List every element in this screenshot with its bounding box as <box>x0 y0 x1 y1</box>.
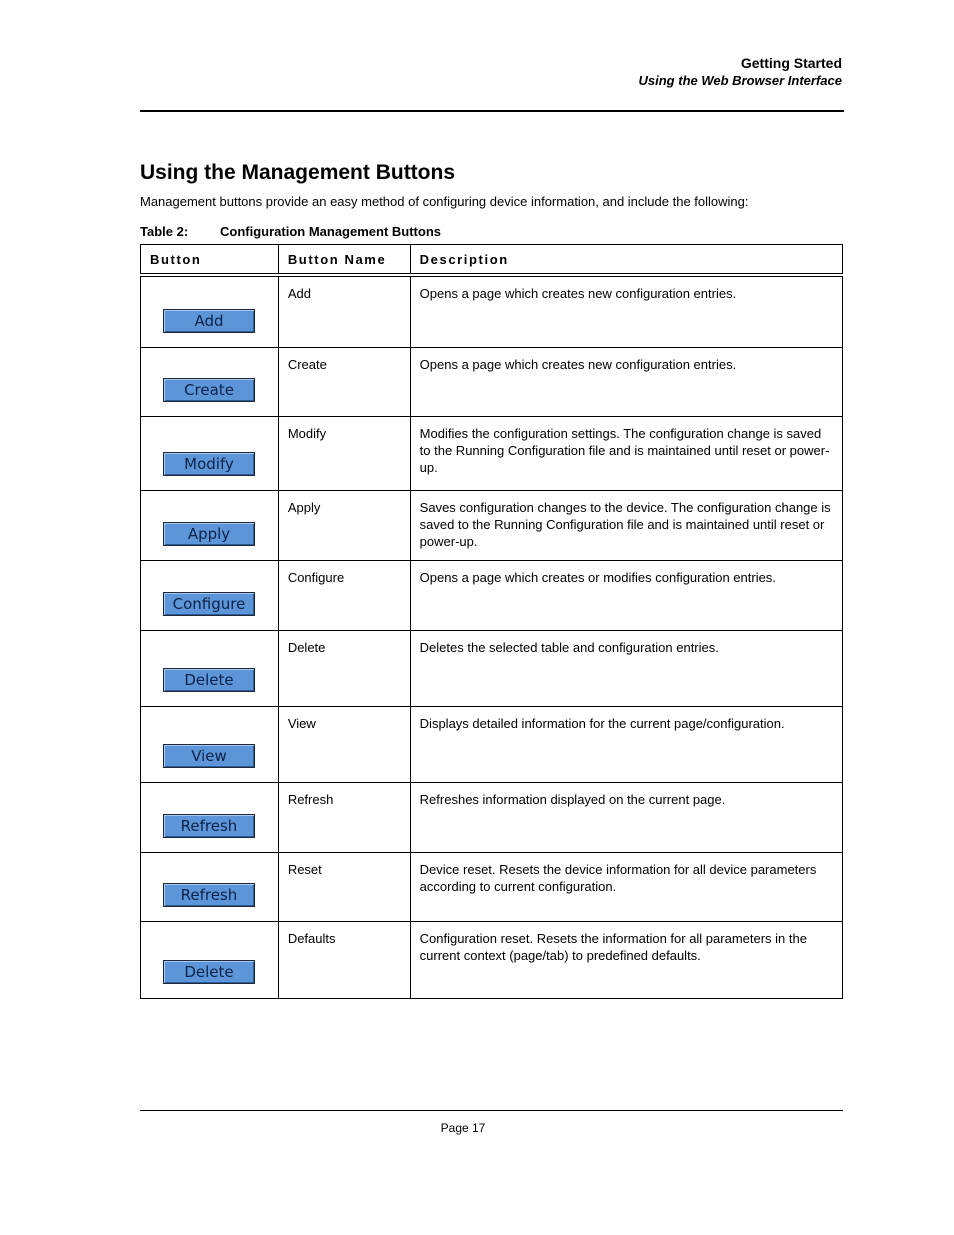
column-header-button-name: Button Name <box>278 245 410 276</box>
button-name-cell: Add <box>278 275 410 347</box>
table-header-row <box>141 245 843 276</box>
table-row <box>141 347 843 416</box>
table-row <box>141 852 843 921</box>
button-cell <box>141 347 279 416</box>
button-name-cell: View <box>278 706 410 782</box>
button-cell <box>141 490 279 560</box>
table-row <box>141 560 843 630</box>
table-row <box>141 706 843 782</box>
configure-button[interactable]: Configure <box>163 592 255 616</box>
button-cell <box>141 706 279 782</box>
configuration-buttons-table <box>140 244 843 999</box>
description-cell: Refreshes information displayed on the current page. <box>410 782 842 852</box>
button-name-cell: Defaults <box>278 921 410 998</box>
description-cell: Deletes the selected table and configuration entries. <box>410 630 842 706</box>
button-cell <box>141 782 279 852</box>
button-cell <box>141 921 279 998</box>
add-button[interactable]: Add <box>163 309 255 333</box>
button-name-cell: Configure <box>278 560 410 630</box>
description-cell: Opens a page which creates new configuration entries. <box>410 347 842 416</box>
table-caption <box>140 224 441 239</box>
column-header-description: Description <box>410 245 842 276</box>
running-header-title: Getting Started <box>740 55 842 71</box>
button-name-cell: Refresh <box>278 782 410 852</box>
description-cell: Modifies the configuration settings. The configuration change is saved to the Running Configuration file and is maintained until reset or power-up. <box>410 416 842 490</box>
button-name-cell: Apply <box>278 490 410 560</box>
button-cell <box>141 416 279 490</box>
view-button[interactable]: View <box>163 744 255 768</box>
modify-button[interactable]: Modify <box>163 452 255 476</box>
description-cell: Displays detailed information for the current page/configuration. <box>410 706 842 782</box>
intro-paragraph: Management buttons provide an easy method of configuring device information, and include the following: <box>140 194 749 209</box>
table-caption-title: Configuration Management Buttons <box>220 224 441 239</box>
description-cell: Opens a page which creates or modifies configuration entries. <box>410 560 842 630</box>
button-cell <box>141 275 279 347</box>
button-name-cell: Modify <box>278 416 410 490</box>
table-row <box>141 921 843 998</box>
button-cell <box>141 560 279 630</box>
description-cell: Opens a page which creates new configuration entries. <box>410 275 842 347</box>
page-number: Page 17 <box>440 1121 486 1135</box>
table-row <box>141 490 843 560</box>
table-row <box>141 275 843 347</box>
reset-button[interactable]: Refresh <box>163 883 255 907</box>
button-name-cell: Delete <box>278 630 410 706</box>
button-cell <box>141 630 279 706</box>
description-cell: Device reset. Resets the device information for all device parameters according to current configuration. <box>410 852 842 921</box>
running-header-subtitle: Using the Web Browser Interface <box>638 73 842 88</box>
description-cell: Configuration reset. Resets the information for all parameters in the current context (page/tab) to predefined defaults. <box>410 921 842 998</box>
table-row <box>141 416 843 490</box>
table-caption-label: Table 2: <box>140 224 189 239</box>
header-divider <box>140 110 844 112</box>
column-header-button: Button <box>141 245 279 276</box>
create-button[interactable]: Create <box>163 378 255 402</box>
apply-button[interactable]: Apply <box>163 522 255 546</box>
button-cell <box>141 852 279 921</box>
button-name-cell: Reset <box>278 852 410 921</box>
defaults-button[interactable]: Delete <box>163 960 255 984</box>
table-row <box>141 630 843 706</box>
refresh-button[interactable]: Refresh <box>163 814 255 838</box>
description-cell: Saves configuration changes to the device. The configuration change is saved to the Running Configuration file and is maintained until reset or power-up. <box>410 490 842 560</box>
button-name-cell: Create <box>278 347 410 416</box>
delete-button[interactable]: Delete <box>163 668 255 692</box>
table-row <box>141 782 843 852</box>
footer-divider <box>140 1110 843 1111</box>
section-title: Using the Management Buttons <box>140 161 456 184</box>
